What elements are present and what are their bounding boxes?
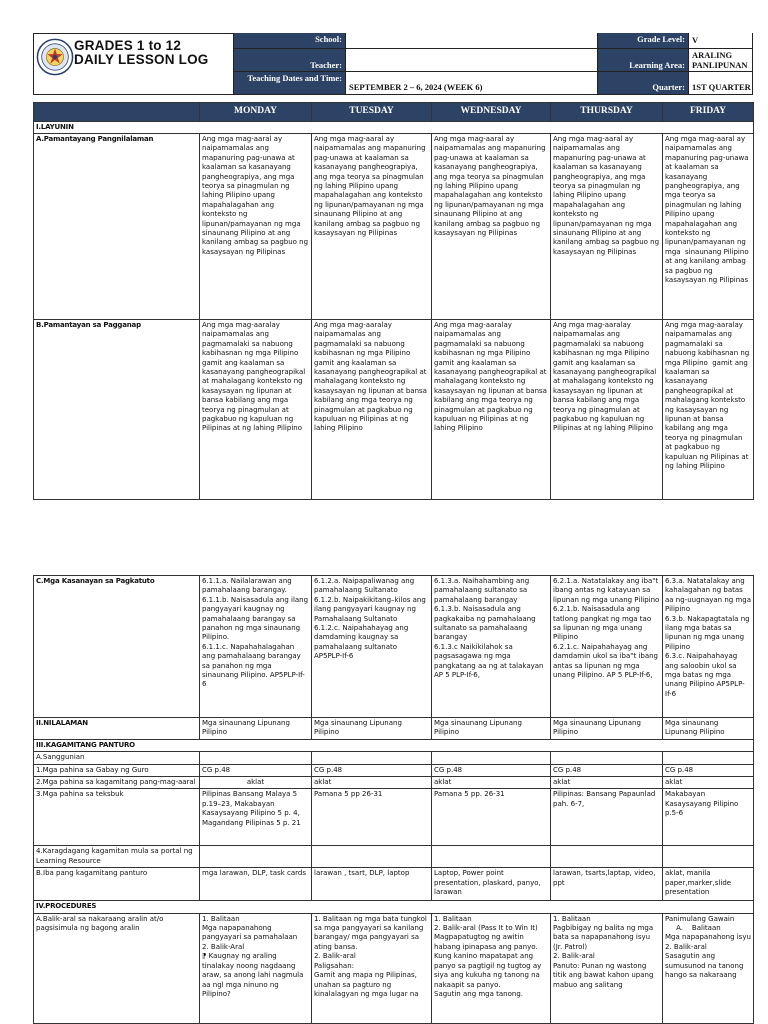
karagdagang-wednesday	[432, 846, 551, 868]
karagdagang-row	[34, 846, 754, 868]
pamantayang-friday: Ang mga mag-aaral ay naipamamalas ang mapanuring pag-unawa at kaalaman sa kasanayang pangheograpiya, ang mga teorya sa pinagmulan ng lahing Pilipino upang mapahalagahan ang konteksto ng lipunan/pamayanan ng mga sinaunang Pilipino at ang kanilang ambag sa pagbuo ng kasaysayan ng Pilipinas	[663, 134, 754, 320]
pagganap-thursday: Ang mga mag-aaralay naipamamalas ang pagmamalaki sa nabuong kabihasnan ng mga Pilipino gamit ang kaalaman sa kasanayang pangheograpikal at mahalagang konteksto ng kasaysayan ng lipunan at bansa kabilang ang mga teorya ng pinagmulan at pagkabuo ng kapuluan ng Pilipinas at ng lahing Pilipino	[551, 320, 663, 500]
teaching-dates-label: Teaching Dates and Time:	[233, 71, 345, 94]
day-wednesday: WEDNESDAY	[432, 103, 551, 122]
layunin-heading: I.LAYUNIN	[34, 122, 754, 134]
sanggunian-row	[34, 752, 754, 764]
kasanayan-thursday: 6.2.1.a. Natatalakay ang iba"t ibang antas ng katayuan sa lipunan ng mga unang Pilipino 6.2.1.b. Naisasadula ang tatlong pangkat ng mga tao sa lipunan ng mga unang Pilipino 6.2.1.c. Naipahahayag ang damdamin ukol sa iba"t ibang antas sa lipunan ng mga unang Pilipino. AP 5 PLP-If-6,	[551, 576, 663, 718]
kasanayan-label: C.Mga Kasanayan sa Pagkatuto	[34, 576, 200, 718]
kagamitang-pang-label: 2.Mga pahina sa kagamitang pang-mag-aaral	[34, 777, 200, 789]
karagdagang-friday	[663, 846, 754, 868]
teksbuk-row	[34, 789, 754, 846]
nilalaman-thursday: Mga sinaunang Lipunang Pilipino	[551, 718, 663, 740]
iba-pang-wednesday: Laptop, Power point presentation, plaskard, panyo, larawan	[432, 868, 551, 901]
days-header-corner	[34, 103, 200, 122]
grade-level-label: Grade Level:	[597, 33, 688, 48]
teksbuk-wednesday: Pamana 5 pp. 26-31	[432, 789, 551, 846]
sanggunian-tuesday	[312, 752, 432, 764]
iba-pang-label: B.Iba pang kagamitang panturo	[34, 868, 200, 901]
procedures-table	[33, 575, 754, 1024]
balik-aral-monday: 1. Balitaan Mga napapanahong pangyayari sa pamahalaan 2. Balik-Aral ⁋ Kaugnay ng araling tinalakay noong nagdaang araw, sa anong lahi nagmula aa ngl mga ninuno ng Pilipino?	[200, 913, 312, 1023]
school-label: School:	[233, 33, 345, 48]
pagganap-tuesday: Ang mga mag-aaralay naipamamalas ang pagmamalaki sa nabuong kabihasnan ng mga Pilipino gamit ang kaalaman sa kasanayang pangheograpikal at mahalagang konteksto ng kasaysayan ng lipunan at bansa kabilang ang mga teorya ng pinagmulan at pagkabuo ng kapuluan ng Pilipinas at ng lahing Pilipino	[312, 320, 432, 500]
iba-pang-tuesday: larawan , tsart, DLP, laptop	[312, 868, 432, 901]
iba-pang-monday: mga larawan, DLP, task cards	[200, 868, 312, 901]
deped-seal-icon	[36, 38, 74, 76]
pamantayang-wednesday: Ang mga mag-aaral ay naipamamalas ang mapanuring pag-unawa at kaalaman sa kasanayang pangheograpiya, ang mga teorya sa pinagmulan ng lahing Pilipino upang mapahalagahan ang konteksto ng lipunan/pamayanan ng mga sinaunang Pilipino at ang kanilang ambag sa pagbuo ng kasaysayan ng Pilipinas	[432, 134, 551, 320]
gabay-monday: CG p.48	[200, 764, 312, 776]
kasanayan-tuesday: 6.1.2.a. Naipapaliwanag ang pamahalaang Sultanato 6.1.2.b. Naipakikitang–kilos ang ilang pangyayari kaugnay ng Pamahalaang Sultanato 6.1.2.c. Naipahahayag ang damdaming kaugnay sa pamahalaang sultanato AP5PLP-If-6	[312, 576, 432, 718]
layunin-row	[34, 122, 754, 134]
teacher-label: Teacher:	[233, 48, 345, 71]
sanggunian-label: A.Sanggunian	[34, 752, 200, 764]
balik-aral-tuesday: 1. Balitaan ng mga bata tungkol sa mga pangyayari sa kanilang barangay/ mga pangyayari sa ating bansa. 2. Balik-aral Paligsahan: Gamit ang mapa ng Pilipinas, unahan sa pagturo ng kinalalagyan ng mga lugar na	[312, 913, 432, 1023]
school-value	[345, 33, 597, 48]
procedures-heading: IV.PROCEDURES	[34, 901, 754, 913]
sanggunian-monday	[200, 752, 312, 764]
pagganap-row	[34, 320, 754, 500]
grade-level-value: V	[688, 33, 752, 48]
kagamitang-pang-wednesday: aklat	[432, 777, 551, 789]
karagdagang-thursday	[551, 846, 663, 868]
kasanayan-row	[34, 576, 754, 718]
day-monday: MONDAY	[200, 103, 312, 122]
kasanayan-monday: 6.1.1.a. Nailalarawan ang pamahalaang barangay. 6.1.1.b. Naisasadula ang ilang pangyayari kaugnay ng pamahalaang barangay sa panahon ng mga sinaunang Pilipino. 6.1.1.c. Napahahalagahan ang pamahalaang barangay sa panahon ng mga sinaunang Pilipino. AP5PLP-If-6	[200, 576, 312, 718]
objectives-table	[33, 102, 754, 500]
pagganap-label: B.Pamantayan sa Pagganap	[34, 320, 200, 500]
teacher-value	[345, 48, 597, 71]
kagamitang-pang-tuesday: aklat	[312, 777, 432, 789]
pamantayang-row	[34, 134, 754, 320]
kagamitang-heading: III.KAGAMITANG PANTURO	[34, 739, 754, 751]
log-title	[74, 39, 208, 67]
day-tuesday: TUESDAY	[312, 103, 432, 122]
teksbuk-thursday: Pilipinas: Bansang Papaunlad pah. 6-7,	[551, 789, 663, 846]
pagganap-wednesday: Ang mga mag-aaralay naipamamalas ang pagmamalaki sa nabuong kabihasnan ng mga Pilipino gamit ang kaalaman sa kasanayang pangheograpikal at mahalagang konteksto ng kasaysayan ng lipunan at bansa kabilang ang mga teorya ng pinagmulan at pagkabuo ng kapuluan ng Pilipinas at ng lahing Pilipino	[432, 320, 551, 500]
pamantayang-tuesday: Ang mga mag-aaral ay naipamamalas ang mapanuring pag-unawa at kaalaman sa kasanayang pangheograpiya, ang mga teorya sa pinagmulan ng lahing Pilipino upang mapahalagahan ang konteksto ng lipunan/pamayanan ng mga sinaunang Pilipino at ang kanilang ambag sa pagbuo ng kasaysayan ng Pilipinas	[312, 134, 432, 320]
nilalaman-wednesday: Mga sinaunang Lipunang Pilipino	[432, 718, 551, 740]
karagdagang-label: 4.Karagdagang kagamitan mula sa portal ng Learning Resource	[34, 846, 200, 868]
nilalaman-friday: Mga sinaunang Lipunang Pilipino	[663, 718, 754, 740]
balik-aral-friday: Panimulang Gawain A. Balitaan Mga napapanahong isyu 2. Balik-aral Sasagutin ang sumusunod na tanong hango sa nakaraang	[663, 913, 754, 1023]
days-header-row	[34, 103, 754, 122]
gabay-label: 1.Mga pahina sa Gabay ng Guro	[34, 764, 200, 776]
log-title-line1: GRADES 1 to 12	[74, 38, 182, 53]
teksbuk-label: 3.Mga pahina sa teksbuk	[34, 789, 200, 846]
pagganap-monday: Ang mga mag-aaralay naipamamalas ang pagmamalaki sa nabuong kabihasnan ng mga Pilipino gamit ang kaalaman sa kasanayang pangheograpikal at mahalagang konteksto ng kasaysayan ng lipunan at bansa kabilang ang mga teorya ng pinagmulan at pagkabuo ng kapuluan ng Pilipinas at ng lahing Pilipino	[200, 320, 312, 500]
teksbuk-friday: Makabayan Kasaysayang Pilipino p.5-6	[663, 789, 754, 846]
nilalaman-label: II.NILALAMAN	[34, 718, 200, 740]
learning-area-label: Learning Area:	[597, 48, 688, 71]
sanggunian-friday	[663, 752, 754, 764]
kagamitang-row	[34, 739, 754, 751]
iba-pang-thursday: larawan, tsarts,laptap, video, ppt	[551, 868, 663, 901]
pagganap-friday: Ang mga mag-aaralay naipamamalas ang pagmamalaki sa nabuong kabihasnan ng mga Pilipino gamit ang kaalaman sa kasanayang pangheograpikal at mahalagang konteksto ng kasaysayan ng lipunan at bansa kabilang ang mga teorya ng pinagmulan at pagkabuo ng kapuluan ng Pilipinas at ng lahing Pilipino	[663, 320, 754, 500]
nilalaman-row	[34, 718, 754, 740]
balik-aral-label: A.Balik-aral sa nakaraang aralin at/o pagsisimula ng bagong aralin	[34, 913, 200, 1023]
karagdagang-monday	[200, 846, 312, 868]
log-title-line2: DAILY LESSON LOG	[74, 52, 209, 67]
gabay-tuesday: CG p.48	[312, 764, 432, 776]
balik-aral-thursday: 1. Balitaan Pagbibigay ng balita ng mga bata sa napapanahong isyu (Jr. Patrol) 2. Balik-aral Panuto: Punan ng wastong titik ang bawat kahon upang mabuo ang salitang	[551, 913, 663, 1023]
pamantayang-thursday: Ang mga mag-aaral ay naipamamalas ang mapanuring pag-unawa at kaalaman sa kasanayang pangheograpiya, ang mga teorya sa pinagmulan ng lahing Pilipino upang mapahalagahan ang konteksto ng lipunan/pamayanan ng mga sinaunang Pilipino at ang kanilang ambag sa pagbuo ng kasaysayan ng Pilipinas	[551, 134, 663, 320]
quarter-label: Quarter:	[597, 71, 688, 94]
learning-area-value: ARALING PANLIPUNAN	[688, 48, 752, 71]
procedures-row	[34, 901, 754, 913]
gabay-thursday: CG p.48	[551, 764, 663, 776]
pamantayang-monday: Ang mga mag-aaral ay naipamamalas ang mapanuring pag-unawa at kaalaman sa kasanayang pangheograpiya, ang mga teorya sa pinagmulan ng lahing Pilipino upang mapahalagahan ang konteksto ng lipunan/pamayanan ng mga sinaunang Pilipino at ang kanilang ambag sa pagbuo ng kasaysayan ng Pilipinas	[200, 134, 312, 320]
kagamitang-pang-row	[34, 777, 754, 789]
pamantayang-label: A.Pamantayang Pangnilalaman	[34, 134, 200, 320]
sanggunian-wednesday	[432, 752, 551, 764]
kagamitang-pang-monday: aklat	[200, 777, 312, 789]
teaching-dates-value: SEPTEMBER 2 – 6, 2024 (WEEK 6)	[345, 71, 597, 94]
gabay-friday: CG p.48	[663, 764, 754, 776]
iba-pang-friday: aklat, manila paper,marker,slide presentation	[663, 868, 754, 901]
sanggunian-thursday	[551, 752, 663, 764]
gabay-row	[34, 764, 754, 776]
balik-aral-row	[34, 913, 754, 1023]
kagamitang-pang-friday: aklat	[663, 777, 754, 789]
day-thursday: THURSDAY	[551, 103, 663, 122]
nilalaman-monday: Mga sinaunang Lipunang Pilipino	[200, 718, 312, 740]
kasanayan-wednesday: 6.1.3.a. Naihahambing ang pamahalaang sultanato sa pamahalaang barangay 6.1.3.b. Naisasadula ang pagkakaiba ng pamahalaang sultanato sa pamahalaang barangay 6.1.3.c Naikikilahok sa pagsasagawa ng mga pangkatang aa ng at talakayan AP 5 PLP-If-6,	[432, 576, 551, 718]
day-friday: FRIDAY	[663, 103, 754, 122]
kagamitang-pang-thursday: aklat	[551, 777, 663, 789]
quarter-value: 1ST QUARTER	[688, 71, 752, 94]
karagdagang-tuesday	[312, 846, 432, 868]
teksbuk-tuesday: Pamana 5 pp 26-31	[312, 789, 432, 846]
iba-pang-row	[34, 868, 754, 901]
gabay-wednesday: CG p.48	[432, 764, 551, 776]
lesson-log-header	[33, 33, 753, 95]
balik-aral-wednesday: 1. Balitaan 2. Balik-aral (Pass It to Win It) Magpapatugtog ng awitin habang ipinapasa ang panyo. Kung kanino mapatapat ang panyo sa pagtigil ng tugtog ay siya ang kukuha ng tanong na nakaapit sa panyo. Sagutin ang mga tanong.	[432, 913, 551, 1023]
teksbuk-monday: Pilipinas Bansang Malaya 5 p.19–23, Makabayan Kasaysayang Pilipino 5 p. 4, Magandang Pilipinas 5 p. 21	[200, 789, 312, 846]
kasanayan-friday: 6.3.a. Natatalakay ang kahalagahan ng batas aa ng-uugnayan ng mga Pilipino 6.3.b. Nakapagtatala ng ilang mga batas sa lipunan ng mga unang Pilipino 6.3.c. Naipahahayag ang saloobin ukol sa mga batas ng mga unang Pilipino AP5PLP-If-6	[663, 576, 754, 718]
nilalaman-tuesday: Mga sinaunang Lipunang Pilipino	[312, 718, 432, 740]
